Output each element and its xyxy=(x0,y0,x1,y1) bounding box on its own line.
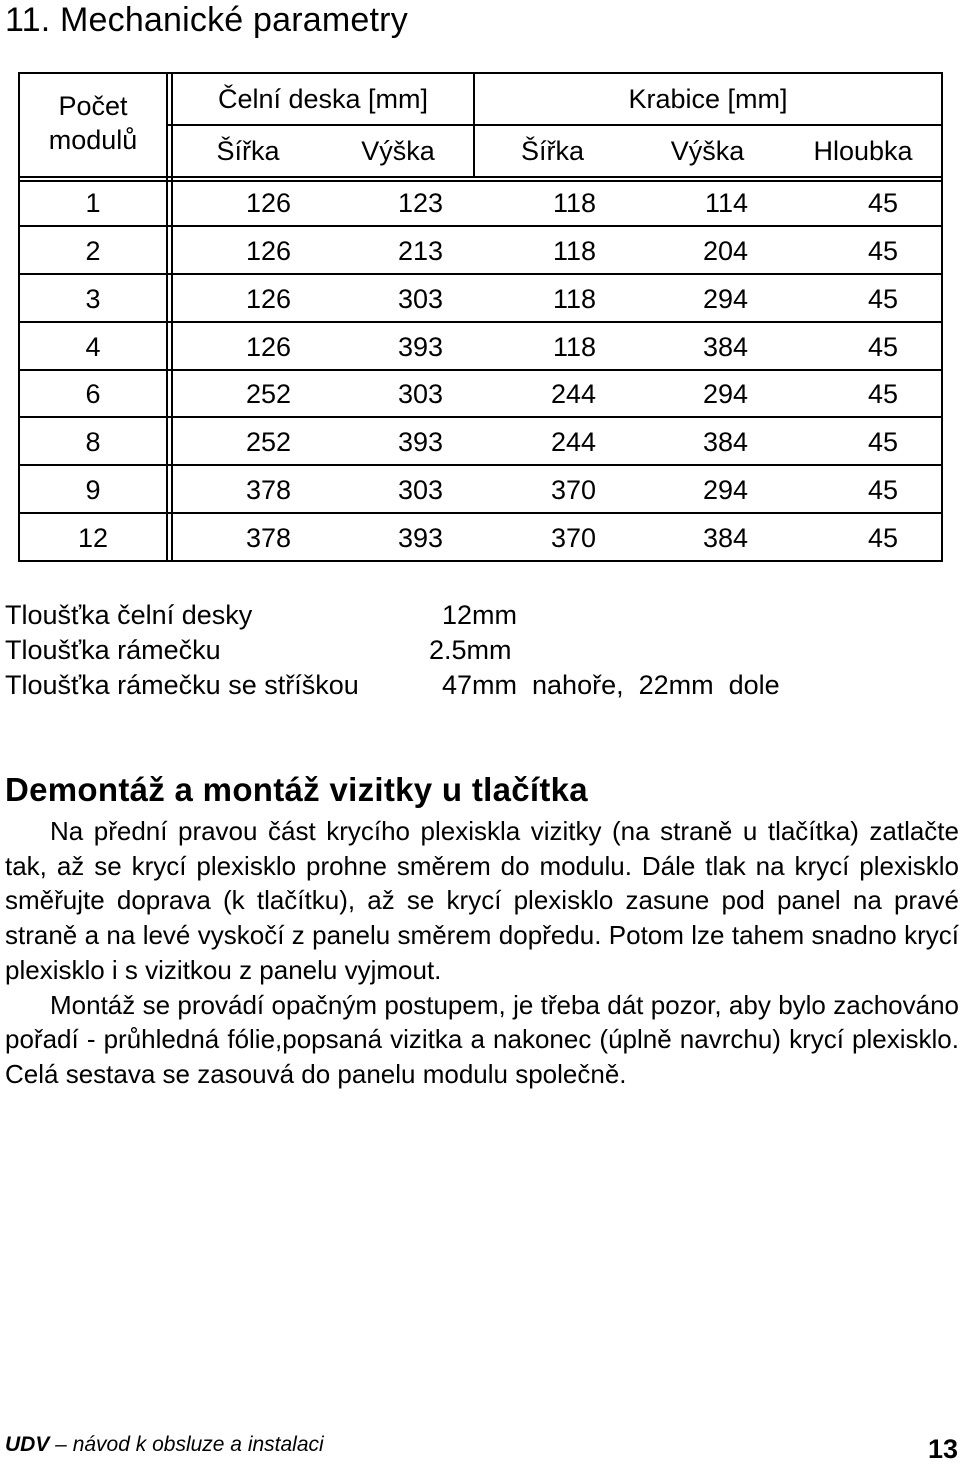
section-title: 11. Mechanické parametry xyxy=(5,1,408,39)
table-cell: 45 xyxy=(867,475,898,505)
table-cell: 123 xyxy=(397,188,443,218)
table-cell: 118 xyxy=(552,284,596,314)
table-cell-count: 3 xyxy=(85,284,101,314)
table-cell: 126 xyxy=(245,284,291,314)
table-cell: 126 xyxy=(245,188,291,218)
subsection-title: Demontáž a montáž vizitky u tlačítka xyxy=(5,771,588,808)
table-cell: 252 xyxy=(245,379,291,409)
table-cell-count: 9 xyxy=(85,475,101,505)
mechanical-parameters-table xyxy=(18,72,943,562)
table-cell: 45 xyxy=(867,332,898,362)
table-cell-count: 4 xyxy=(85,332,101,362)
header-count-line1: Počet xyxy=(58,91,128,121)
table-cell: 303 xyxy=(397,284,443,314)
table-cell: 378 xyxy=(245,523,291,553)
table-cell: 45 xyxy=(867,427,898,457)
table-cell: 370 xyxy=(550,475,596,505)
table-cell: 384 xyxy=(702,427,748,457)
table-cell: 393 xyxy=(397,523,443,553)
header-box-height: Výška xyxy=(670,136,745,166)
table-cell: 244 xyxy=(550,379,596,409)
header-count-line2: modulů xyxy=(48,125,138,155)
table-cell-count: 8 xyxy=(85,427,101,457)
table-cell: 378 xyxy=(245,475,291,505)
table-cell: 204 xyxy=(702,236,748,266)
instructions-text xyxy=(5,814,959,1092)
param-label: Tloušťka čelní desky xyxy=(5,600,253,630)
param-value: 2.5mm xyxy=(429,635,512,665)
table-cell: 45 xyxy=(867,379,898,409)
footer-doc-title: návod k obsluze a instalaci xyxy=(72,1433,324,1456)
table-cell: 126 xyxy=(245,332,291,362)
table-cell: 118 xyxy=(552,332,596,362)
header-box-depth: Hloubka xyxy=(813,136,913,166)
header-box-width: Šířka xyxy=(520,136,585,166)
header-front-panel: Čelní deska [mm] xyxy=(217,84,429,114)
page-number: 13 xyxy=(927,1434,958,1464)
table-cell-count: 12 xyxy=(77,523,109,553)
table-cell-count: 2 xyxy=(85,236,101,266)
table-cell: 126 xyxy=(245,236,291,266)
table-cell: 244 xyxy=(550,427,596,457)
paragraph: Montáž se provádí opačným postupem, je třeba dát pozor, aby bylo zachováno pořadí - průhledná fólie,popsaná vizitka a nakonec (úplně navrchu) krycí plexisklo. Celá sestava se zasouvá do panelu modulu společně. xyxy=(5,989,959,1089)
table-cell: 384 xyxy=(702,332,748,362)
param-value: 12mm xyxy=(442,600,518,630)
header-front-width: Šířka xyxy=(216,136,280,166)
table-cell: 252 xyxy=(245,427,291,457)
table-cell: 45 xyxy=(867,523,898,553)
table-cell: 294 xyxy=(702,475,748,505)
param-label: Tloušťka rámečku se stříškou xyxy=(5,670,359,700)
table-cell: 114 xyxy=(704,188,748,218)
footer-dash: – xyxy=(49,1433,73,1456)
table-cell: 45 xyxy=(867,284,898,314)
table-cell: 303 xyxy=(397,475,443,505)
footer-document-title xyxy=(5,1432,324,1458)
param-label: Tloušťka rámečku xyxy=(5,635,221,665)
table-cell: 45 xyxy=(867,188,898,218)
table-cell-count: 1 xyxy=(85,188,101,218)
table-cell: 303 xyxy=(397,379,443,409)
table-cell: 45 xyxy=(867,236,898,266)
footer-brand: UDV xyxy=(5,1433,50,1456)
table-cell: 294 xyxy=(702,379,748,409)
header-box: Krabice [mm] xyxy=(628,84,788,114)
table-cell-count: 6 xyxy=(85,379,101,409)
table-cell: 384 xyxy=(702,523,748,553)
table-cell: 118 xyxy=(552,236,596,266)
table-cell: 393 xyxy=(397,427,443,457)
header-front-height: Výška xyxy=(361,136,435,166)
param-value: 47mm nahoře, 22mm dole xyxy=(442,670,780,700)
paragraph: Na přední pravou část krycího plexiskla vizitky (na straně u tlačítka) zatlačte tak, až se krycí plexisklo prohne směrem do modulu. Dále tlak na krycí plexisklo směřujte doprava (k tlačítku), až se krycí plexisklo zasune pod panel na pravé straně a na levé vyskočí z panelu směrem dopředu. Potom lze tahem snadno krycí plexisklo i s vizitkou z panelu vyjmout. xyxy=(5,816,959,985)
table-cell: 294 xyxy=(702,284,748,314)
table-cell: 213 xyxy=(397,236,443,266)
table-cell: 118 xyxy=(552,188,596,218)
table-cell: 393 xyxy=(397,332,443,362)
table-cell: 370 xyxy=(550,523,596,553)
